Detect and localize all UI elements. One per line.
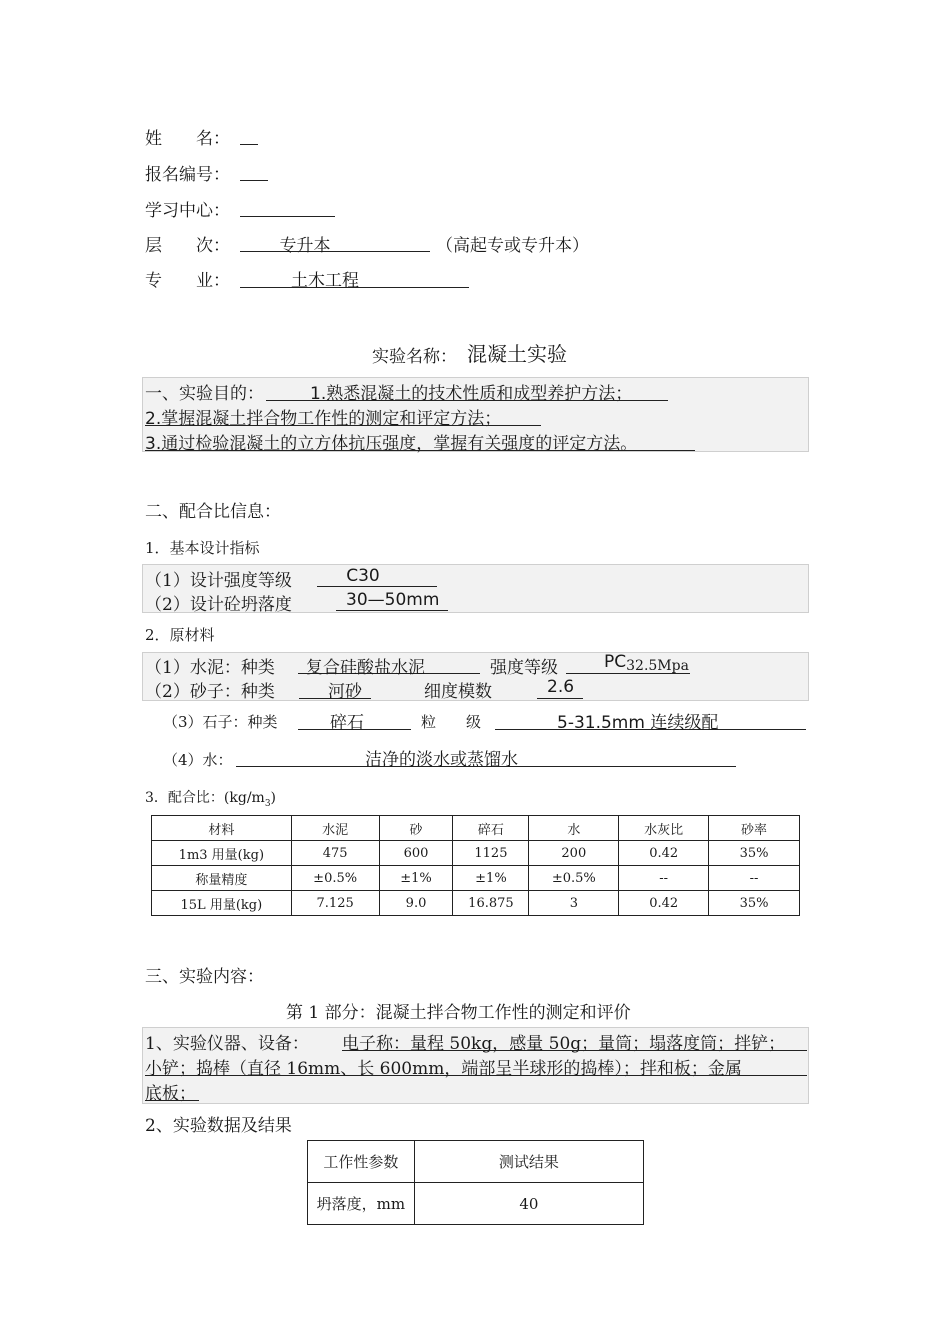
reg-number-label: 报名编号： xyxy=(145,165,230,185)
slump-underline xyxy=(336,610,448,611)
study-center-label: 学习中心： xyxy=(145,201,230,221)
study-center-blank[interactable] xyxy=(240,216,335,217)
equipment-underline-2 xyxy=(145,1075,807,1076)
data-results-heading: 2、实验数据及结果 xyxy=(145,1116,292,1136)
slump-label: （2）设计砼坍落度 xyxy=(145,595,292,615)
mix-cell: 3 xyxy=(529,891,619,916)
table-row xyxy=(152,891,800,916)
raw-material-heading: 2．原材料 xyxy=(145,626,215,644)
table-row xyxy=(152,841,800,866)
experiment-name-value: 混凝土实验 xyxy=(467,342,567,366)
mix-header-cell: 水 xyxy=(529,816,619,841)
result-cell: 40 xyxy=(414,1183,643,1225)
strength-label: （1）设计强度等级 xyxy=(145,571,292,591)
major-value[interactable]: 土木工程 xyxy=(291,271,359,291)
name-blank[interactable] xyxy=(240,144,258,145)
reg-number-blank[interactable] xyxy=(240,180,268,181)
equipment-underline-1 xyxy=(342,1050,807,1051)
strength-value[interactable]: C30 xyxy=(346,566,380,586)
mix-header-cell: 材料 xyxy=(152,816,292,841)
fineness-label: 细度模数 xyxy=(424,682,492,702)
water-value[interactable]: 洁净的淡水或蒸馏水 xyxy=(365,750,518,770)
stone-label: （3）石子：种类 xyxy=(163,713,278,731)
mix-cell: ±1% xyxy=(379,866,453,891)
sand-label: （2）砂子：种类 xyxy=(145,682,275,702)
mix-cell: ±0.5% xyxy=(529,866,619,891)
mix-ratio-heading xyxy=(145,787,276,809)
mix-cell: 7.125 xyxy=(291,891,379,916)
mix-cell: 600 xyxy=(379,841,453,866)
table-row xyxy=(152,866,800,891)
purpose-label: 一、实验目的： xyxy=(145,384,264,404)
grading-value[interactable]: 5-31.5mm 连续级配 xyxy=(557,713,719,733)
name-label: 姓 名： xyxy=(145,129,230,149)
purpose-underline-1 xyxy=(266,400,668,401)
result-header-cell: 测试结果 xyxy=(414,1141,643,1183)
purpose-underline-2 xyxy=(145,425,541,426)
mix-header-cell: 水灰比 xyxy=(619,816,709,841)
equipment-line-2: 小铲；捣棒（直径 16mm、长 600mm，端部呈半球形的捣棒）；拌和板；金属 xyxy=(145,1059,742,1079)
equipment-line-1: 电子称：量程 50kg，感量 50g；量筒；塌落度筒；拌铲； xyxy=(342,1034,786,1054)
stone-type[interactable]: 碎石 xyxy=(330,713,364,733)
purpose-line-2: 2.掌握混凝土拌合物工作性的测定和评定方法； xyxy=(145,409,502,429)
cement-grade-value[interactable] xyxy=(604,652,689,672)
equipment-label: 1、实验仪器、设备： xyxy=(145,1034,309,1054)
mix-cell: 称量精度 xyxy=(152,866,292,891)
mix-cell: 1125 xyxy=(453,841,529,866)
purpose-underline-3 xyxy=(145,450,695,451)
mix-table-header-row xyxy=(152,816,800,841)
cement-type[interactable]: 复合硅酸盐水泥 xyxy=(306,658,425,678)
cement-grade-sub: 32.5Mpa xyxy=(626,658,689,674)
mix-info-heading: 二、配合比信息： xyxy=(145,502,281,522)
result-cell: 坍落度，mm xyxy=(308,1183,415,1225)
sand-type[interactable]: 河砂 xyxy=(328,682,362,702)
fineness-underline xyxy=(537,698,583,699)
grading-label: 粒 级 xyxy=(421,713,482,731)
mix-cell: 9.0 xyxy=(379,891,453,916)
mix-cell: -- xyxy=(709,866,800,891)
experiment-name-label: 实验名称： xyxy=(372,347,457,367)
mix-cell: ±0.5% xyxy=(291,866,379,891)
mix-cell: 0.42 xyxy=(619,841,709,866)
major-label: 专 业： xyxy=(145,271,230,291)
mix-header-cell: 砂率 xyxy=(709,816,800,841)
cement-grade-main: PC xyxy=(604,652,627,672)
slump-value[interactable]: 30—50mm xyxy=(346,590,440,610)
level-value[interactable]: 专升本 xyxy=(279,236,331,256)
cement-label: （1）水泥：种类 xyxy=(145,658,275,678)
mix-cell: -- xyxy=(619,866,709,891)
table-row xyxy=(308,1183,644,1225)
mix-header-cell: 水泥 xyxy=(291,816,379,841)
mix-ratio-heading-text: 3．配合比：(kg/m xyxy=(145,790,265,806)
part1-title: 第 1 部分：混凝土拌合物工作性的测定和评价 xyxy=(286,1003,631,1023)
content-heading: 三、实验内容： xyxy=(145,967,264,987)
workability-result-table xyxy=(307,1140,644,1225)
mix-cell: 16.875 xyxy=(453,891,529,916)
mix-ratio-table xyxy=(151,815,800,916)
mix-cell: 0.42 xyxy=(619,891,709,916)
mix-cell: ±1% xyxy=(453,866,529,891)
result-header-cell: 工作性参数 xyxy=(308,1141,415,1183)
mix-cell: 1m3 用量(kg) xyxy=(152,841,292,866)
mix-cell: 35% xyxy=(709,891,800,916)
mix-cell: 475 xyxy=(291,841,379,866)
equipment-underline-3 xyxy=(145,1100,199,1101)
level-label: 层 次： xyxy=(145,236,230,256)
cement-grade-label: 强度等级 xyxy=(490,658,558,678)
design-index-heading: 1．基本设计指标 xyxy=(145,539,260,557)
mix-header-cell: 砂 xyxy=(379,816,453,841)
purpose-line-1: 1.熟悉混凝土的技术性质和成型养护方法； xyxy=(310,384,633,404)
level-note: （高起专或专升本） xyxy=(436,236,589,256)
mix-cell: 200 xyxy=(529,841,619,866)
strength-underline xyxy=(317,586,437,587)
mix-header-cell: 碎石 xyxy=(453,816,529,841)
equipment-line-3: 底板； xyxy=(145,1084,196,1104)
water-label: （4）水： xyxy=(163,751,233,769)
mix-cell: 35% xyxy=(709,841,800,866)
result-header-row xyxy=(308,1141,644,1183)
fineness-value[interactable]: 2.6 xyxy=(547,677,575,697)
mix-ratio-heading-sup: 3 xyxy=(264,798,271,809)
purpose-line-3: 3.通过检验混凝土的立方体抗压强度，掌握有关强度的评定方法。 xyxy=(145,434,638,454)
mix-cell: 15L 用量(kg) xyxy=(152,891,292,916)
mix-ratio-heading-end: ) xyxy=(270,790,277,806)
